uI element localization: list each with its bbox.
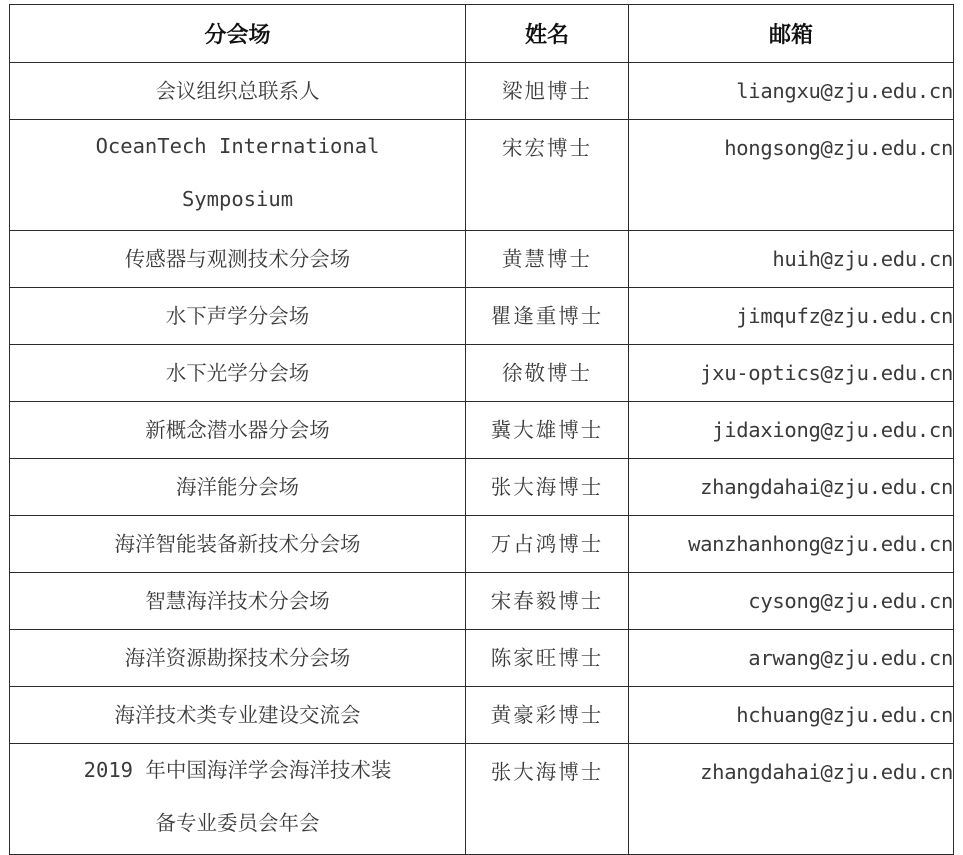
table-row [10, 63, 954, 120]
name-cell: 徐敬博士 [466, 345, 629, 402]
email-link[interactable]: cysong@zju.edu.cn [629, 573, 954, 630]
session-cell [10, 120, 466, 231]
table-row [10, 402, 954, 459]
email-link[interactable]: liangxu@zju.edu.cn [629, 63, 954, 120]
header-row [10, 5, 954, 63]
name-cell: 张大海博士 [466, 459, 629, 516]
session-line: 2019 年中国海洋学会海洋技术装 [83, 758, 392, 782]
name-cell: 宋宏博士 [466, 120, 629, 231]
email-link[interactable]: jimqufz@zju.edu.cn [629, 288, 954, 345]
session-line: 会议组织总联系人 [155, 79, 320, 103]
session-cell [10, 687, 466, 744]
table-row [10, 459, 954, 516]
name-cell: 陈家旺博士 [466, 630, 629, 687]
session-line: 海洋技术类专业建设交流会 [114, 703, 361, 727]
session-cell [10, 63, 466, 120]
email-link[interactable]: huih@zju.edu.cn [629, 231, 954, 288]
table-row [10, 231, 954, 288]
email-link[interactable]: zhangdahai@zju.edu.cn [629, 744, 954, 855]
session-line: 海洋智能装备新技术分会场 [114, 532, 361, 556]
name-cell: 宋春毅博士 [466, 573, 629, 630]
email-link[interactable]: hchuang@zju.edu.cn [629, 687, 954, 744]
email-link[interactable]: hongsong@zju.edu.cn [629, 120, 954, 231]
email-link[interactable]: jidaxiong@zju.edu.cn [629, 402, 954, 459]
session-cell [10, 345, 466, 402]
session-cell [10, 516, 466, 573]
session-line: 传感器与观测技术分会场 [124, 247, 351, 271]
session-cell [10, 630, 466, 687]
session-cell [10, 573, 466, 630]
email-link[interactable]: wanzhanhong@zju.edu.cn [629, 516, 954, 573]
name-cell: 黄豪彩博士 [466, 687, 629, 744]
name-cell: 万占鸿博士 [466, 516, 629, 573]
session-cell [10, 744, 466, 855]
session-line: 水下声学分会场 [165, 304, 310, 328]
name-cell: 梁旭博士 [466, 63, 629, 120]
table-row [10, 345, 954, 402]
name-cell: 冀大雄博士 [466, 402, 629, 459]
table-body [10, 63, 954, 855]
contact-table [9, 4, 954, 855]
table-row [10, 630, 954, 687]
name-cell: 黄慧博士 [466, 231, 629, 288]
session-line: Symposium [181, 187, 294, 211]
name-cell: 张大海博士 [466, 744, 629, 855]
session-line: 新概念潜水器分会场 [145, 418, 330, 442]
session-line: OceanTech International [95, 134, 380, 158]
name-cell: 瞿逢重博士 [466, 288, 629, 345]
session-cell [10, 459, 466, 516]
table-row [10, 288, 954, 345]
table-row [10, 744, 954, 855]
email-link[interactable]: jxu-optics@zju.edu.cn [629, 345, 954, 402]
table-row [10, 120, 954, 231]
header-email: 邮箱 [629, 5, 954, 63]
session-line: 海洋资源勘探技术分会场 [124, 646, 351, 670]
session-cell [10, 288, 466, 345]
table-row [10, 516, 954, 573]
session-cell [10, 231, 466, 288]
email-link[interactable]: arwang@zju.edu.cn [629, 630, 954, 687]
email-link[interactable]: zhangdahai@zju.edu.cn [629, 459, 954, 516]
table-row [10, 573, 954, 630]
header-name: 姓名 [466, 5, 629, 63]
session-line: 海洋能分会场 [176, 475, 299, 499]
session-cell [10, 402, 466, 459]
session-line: 水下光学分会场 [165, 361, 310, 385]
session-line: 智慧海洋技术分会场 [145, 589, 330, 613]
session-line: 备专业委员会年会 [155, 811, 320, 835]
table-row [10, 687, 954, 744]
header-session: 分会场 [10, 5, 466, 63]
